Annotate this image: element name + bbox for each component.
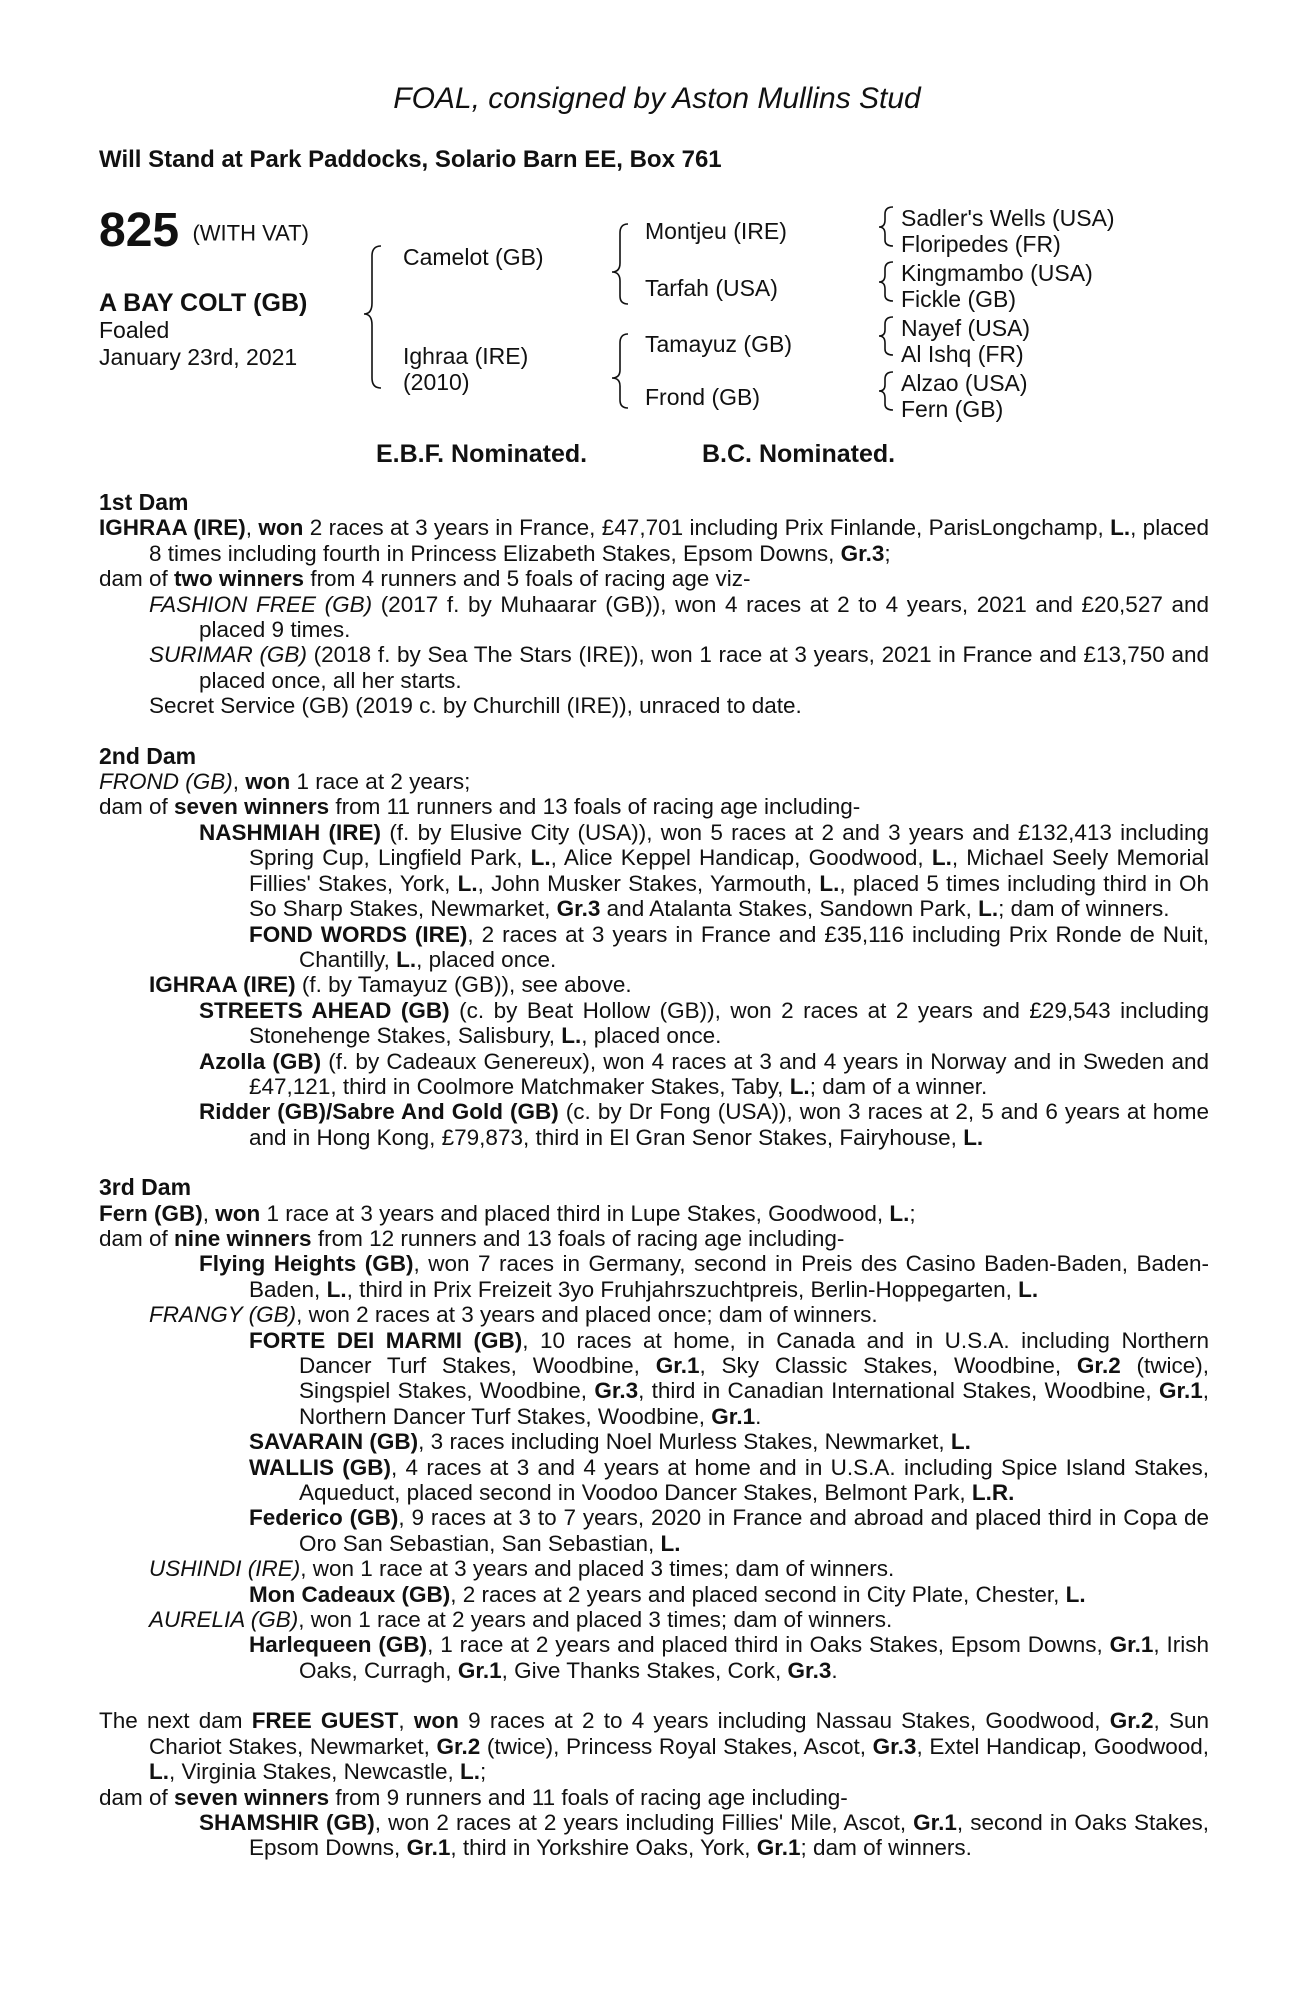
foaled-label: Foaled — [99, 317, 170, 343]
pedigree-dam: Ighraa (IRE) (2010) — [403, 343, 529, 395]
first-dam-heading: 1st Dam — [99, 489, 189, 515]
pedigree-gg-3: Kingmambo (USA) — [901, 260, 1093, 286]
pedigree-notes — [99, 490, 1209, 1861]
produce-entry: Ridder (GB)/Sabre And Gold (GB) (c. by Dr Fong (USA)), won 3 races at 2, 5 and 6 years at home and in Hong Kong, £79,873, third in El Gran Senor Stakes, Fairyhouse, L. — [199, 1099, 1209, 1150]
horse-description: A BAY COLT (GB) — [99, 289, 308, 317]
stand-location: Will Stand at Park Paddocks, Solario Barn EE, Box 761 — [99, 146, 722, 173]
pedigree-gg-4: Fickle (GB) — [901, 286, 1016, 312]
produce-entry: NASHMIAH (IRE) (f. by Elusive City (USA)), won 5 races at 2 and 3 years and £132,413 including Spring Cup, Lingfield Park, L., Alice Keppel Handicap, Goodwood, L., Michael Seely Memorial Fillies' Stakes, York, L., John Musker Stakes, Yarmouth, L., placed 5 times including third in Oh So Sharp Stakes, Newmarket, Gr.3 and Atalanta Stakes, Sandown Park, L.; dam of winners. — [199, 819, 1209, 922]
second-dam-record: FROND (GB), won 1 race at 2 years; — [99, 769, 471, 795]
produce-entry: Harlequeen (GB), 1 race at 2 years and placed third in Oaks Stakes, Epsom Downs, Gr.1, Irish Oaks, Curragh, Gr.1, Give Thanks Stakes, Cork, Gr.3. — [249, 1632, 1210, 1683]
lot-number: 825 (WITH VAT) — [99, 204, 309, 257]
pedigree-gg-2: Floripedes (FR) — [901, 231, 1061, 257]
produce-entry: SAVARAIN (GB), 3 races including Noel Murless Stakes, Newmarket, L. — [249, 1429, 971, 1455]
pedigree-gg-1: Sadler's Wells (USA) — [901, 205, 1115, 231]
vat-note: (WITH VAT) — [192, 220, 309, 246]
produce-entry: SHAMSHIR (GB), won 2 races at 2 years including Fillies' Mile, Ascot, Gr.1, second in Oaks Stakes, Epsom Downs, Gr.1, third in Yorkshire Oaks, York, Gr.1; dam of winners. — [199, 1809, 1209, 1861]
produce-entry: SURIMAR (GB) (2018 f. by Sea The Stars (IRE)), won 1 race at 3 years, 2021 in France and £13,750 and placed once, all her starts. — [149, 642, 1209, 693]
produce-entry: USHINDI (IRE), won 1 race at 3 years and placed 3 times; dam of winners. — [149, 1556, 895, 1582]
pedigree-granddam-dam: Frond (GB) — [645, 384, 761, 410]
produce-entry: Azolla (GB) (f. by Cadeaux Genereux), won 4 races at 3 and 4 years in Norway and in Sweden and £47,121, third in Coolmore Matchmaker Stakes, Taby, L.; dam of a winner. — [199, 1048, 1209, 1099]
produce-entry: FRANGY (GB), won 2 races at 3 years and placed once; dam of winners. — [149, 1302, 878, 1328]
second-dam-heading: 2nd Dam — [99, 742, 197, 769]
ebf-nomination: E.B.F. Nominated. — [376, 440, 588, 468]
consignor-line: FOAL, consigned by Aston Mullins Stud — [393, 82, 921, 115]
pedigree-sire: Camelot (GB) — [403, 244, 544, 270]
second-dam-produce-summary: dam of seven winners from 11 runners and 13 foals of racing age including- — [99, 794, 861, 820]
third-dam-heading: 3rd Dam — [99, 1174, 192, 1201]
third-dam-record: Fern (GB), won 1 race at 3 years and placed third in Lupe Stakes, Goodwood, L.; — [99, 1200, 916, 1226]
produce-entry: FOND WORDS (IRE), 2 races at 3 years in France and £35,116 including Prix Ronde de Nuit, Chantilly, L., placed once. — [249, 921, 1209, 972]
produce-entry: WALLIS (GB), 4 races at 3 and 4 years at home and in U.S.A. including Spice Island Stakes, Aqueduct, placed second in Voodoo Dancer Stakes, Belmont Park, L.R. — [249, 1454, 1209, 1506]
produce-entry: AURELIA (GB), won 1 race at 2 years and placed 3 times; dam of winners. — [149, 1607, 893, 1633]
pedigree-gg-7: Alzao (USA) — [901, 370, 1028, 396]
first-dam-record: IGHRAA (IRE), won 2 races at 3 years in France, £47,701 including Prix Finlande, ParisLongchamp, L., placed 8 times including fourth in Princess Elizabeth Stakes, Epsom Downs, Gr.3; — [99, 515, 1209, 566]
first-dam-produce-summary: dam of two winners from 4 runners and 5 foals of racing age viz- — [99, 566, 751, 592]
third-dam-produce-summary: dam of nine winners from 12 runners and 13 foals of racing age including- — [99, 1225, 845, 1251]
pedigree-grandsire-sire: Montjeu (IRE) — [645, 218, 787, 244]
pedigree-granddam-sire: Tarfah (USA) — [645, 275, 778, 301]
pedigree-gg-5: Nayef (USA) — [901, 315, 1031, 341]
next-dam-record: The next dam FREE GUEST, won 9 races at 2 to 4 years including Nassau Stakes, Goodwood, Gr.2, Sun Chariot Stakes, Newmarket, Gr.2 (twice), Princess Royal Stakes, Ascot, Gr.3, Extel Handicap, Goodwood, L., Virginia Stakes, Newcastle, L.; — [99, 1708, 1209, 1785]
produce-entry: IGHRAA (IRE) (f. by Tamayuz (GB)), see above. — [149, 972, 632, 998]
pedigree-gg-6: Al Ishq (FR) — [901, 341, 1024, 367]
produce-entry: Flying Heights (GB), won 7 races in Germany, second in Preis des Casino Baden-Baden, Baden-Baden, L., third in Prix Freizeit 3yo Fruhjahrszuchtpreis, Berlin-Hoppegarten, L. — [199, 1251, 1209, 1302]
foaled-date: January 23rd, 2021 — [99, 344, 298, 370]
produce-entry: Secret Service (GB) (2019 c. by Churchill (IRE)), unraced to date. — [149, 693, 802, 719]
pedigree-gg-8: Fern (GB) — [901, 396, 1004, 422]
produce-entry: Federico (GB), 9 races at 3 to 7 years, 2020 in France and abroad and placed third in Copa de Oro San Sebastian, San Sebastian, L. — [249, 1505, 1209, 1556]
produce-entry: STREETS AHEAD (GB) (c. by Beat Hollow (GB)), won 2 races at 2 years and £29,543 including Stonehenge Stakes, Salisbury, L., placed once. — [199, 997, 1209, 1049]
next-dam-produce-summary: dam of seven winners from 9 runners and 11 foals of racing age including- — [99, 1784, 848, 1810]
bc-nomination: B.C. Nominated. — [702, 440, 896, 468]
produce-entry: FORTE DEI MARMI (GB), 10 races at home, in Canada and in U.S.A. including Northern Dancer Turf Stakes, Woodbine, Gr.1, Sky Classic Stakes, Woodbine, Gr.2 (twice), Singspiel Stakes, Woodbine, Gr.3, third in Canadian International Stakes, Woodbine, Gr.1, Northern Dancer Turf Stakes, Woodbine, Gr.1. — [249, 1327, 1210, 1429]
produce-entry: FASHION FREE (GB) (2017 f. by Muhaarar (GB)), won 4 races at 2 to 4 years, 2021 and £20,527 and placed 9 times. — [149, 591, 1210, 643]
pedigree-grandsire-dam: Tamayuz (GB) — [645, 331, 792, 357]
produce-entry: Mon Cadeaux (GB), 2 races at 2 years and placed second in City Plate, Chester, L. — [249, 1581, 1086, 1607]
